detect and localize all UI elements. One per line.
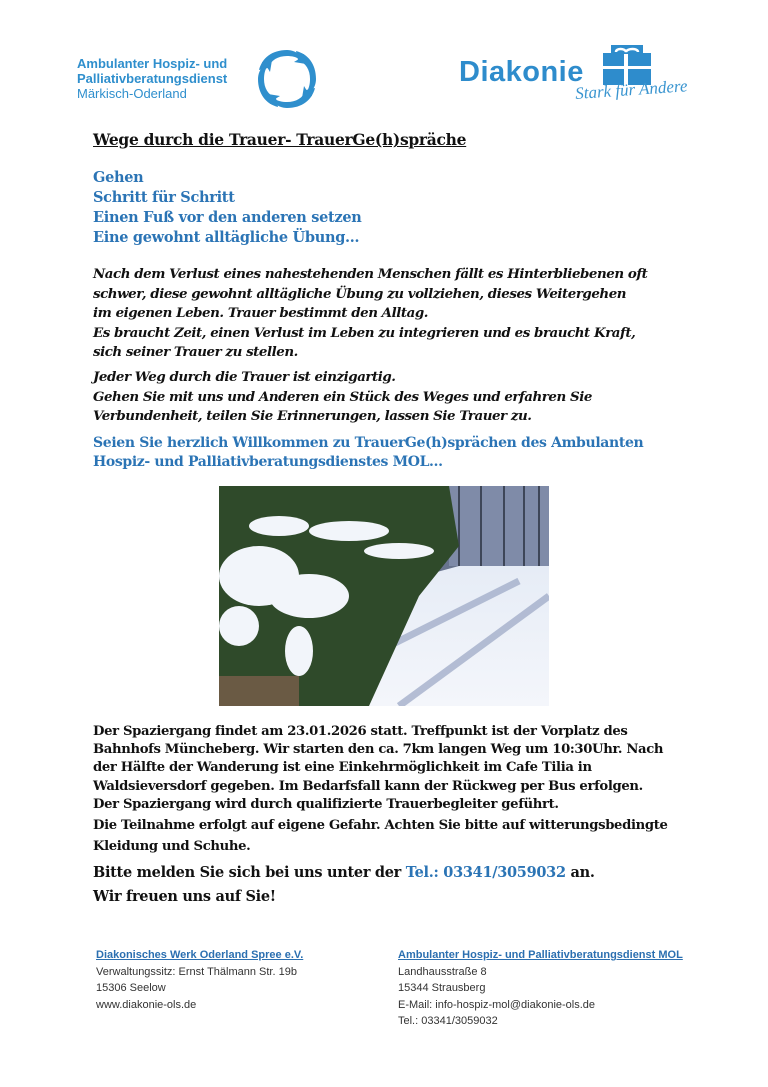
- invitation-paragraph: [93, 368, 693, 427]
- footer-phone: Tel.: 03341/3059032: [398, 1015, 498, 1027]
- diakonie-logo-word: Diakonie: [459, 56, 584, 88]
- poem-line: Gehen: [93, 169, 144, 186]
- intro-line: Es braucht Zeit, einen Verlust im Leben zu integrieren und es braucht Kraft,: [93, 324, 636, 341]
- welcome-line: Seien Sie herzlich Willkommen zu TrauerGe(h)sprächen des Ambulanten: [93, 435, 644, 451]
- intro-line: sich seiner Trauer zu stellen.: [93, 344, 298, 360]
- footer-right: [398, 947, 683, 1030]
- winter-forest-photo: [219, 486, 549, 706]
- footer-email-link[interactable]: E-Mail: info-hospiz-mol@diakonie-ols.de: [398, 998, 596, 1011]
- footer-left-heading[interactable]: Diakonisches Werk Oderland Spree e.V.: [96, 949, 304, 961]
- footer-right-heading[interactable]: Ambulanter Hospiz- und Palliativberatungsdienst MOL: [398, 949, 683, 961]
- hospiz-logo-line2: Palliativberatungsdienst: [77, 71, 228, 86]
- invitation-line: Jeder Weg durch die Trauer ist einzigartig.: [93, 369, 396, 385]
- hospiz-logo-line1: Ambulanter Hospiz- und: [77, 56, 228, 71]
- intro-line: schwer, diese gewohnt alltägliche Übung zu vollziehen, dieses Weitergehen: [93, 285, 627, 302]
- diakonie-tagline: Stark für Andere: [574, 76, 689, 104]
- footer-left-line: Verwaltungssitz: Ernst Thälmann Str. 19b: [96, 965, 297, 978]
- footer-right-line: 15344 Strausberg: [398, 982, 486, 994]
- circle-hands-icon: [254, 46, 320, 112]
- walk-info-line: Waldsieversdorf gegeben. Im Bedarfsfall kann der Rückweg per Bus erfolgen.: [93, 778, 643, 794]
- footer-left: [96, 947, 303, 1013]
- welcome-line: Hospiz- und Palliativberatungsdienstes MOL…: [93, 454, 443, 470]
- poem-line: Einen Fuß vor den anderen setzen: [93, 209, 362, 226]
- intro-line: Nach dem Verlust eines nahestehenden Menschen fällt es Hinterbliebenen oft: [93, 266, 648, 282]
- footer-website-link[interactable]: www.diakonie-ols.de: [96, 998, 197, 1011]
- contact-line: [93, 861, 595, 885]
- footer-right-line: Landhausstraße 8: [398, 965, 487, 978]
- contact-block: [93, 861, 595, 909]
- page-title: Wege durch die Trauer- TrauerGe(h)spräche: [93, 130, 467, 149]
- intro-line: im eigenen Leben. Trauer bestimmt den Alltag.: [93, 305, 428, 321]
- contact-phone[interactable]: Tel.: 03341/3059032: [405, 864, 566, 881]
- safety-info: [93, 815, 713, 857]
- walk-info: [93, 723, 713, 814]
- walk-info-line: Der Spaziergang findet am 23.01.2026 statt. Treffpunkt ist der Vorplatz des: [93, 724, 628, 739]
- intro-paragraph: [93, 265, 693, 363]
- closing-line: Wir freuen uns auf Sie!: [93, 888, 276, 905]
- contact-prefix: Bitte melden Sie sich bei uns unter der: [93, 864, 406, 881]
- safety-info-line: Die Teilnahme erfolgt auf eigene Gefahr. Achten Sie bitte auf witterungsbedingte: [93, 818, 668, 833]
- walk-info-line: Der Spaziergang wird durch qualifizierte Trauerbegleiter geführt.: [93, 796, 559, 812]
- welcome-text: [93, 434, 693, 472]
- safety-info-line: Kleidung und Schuhe.: [93, 839, 251, 854]
- invitation-line: Verbundenheit, teilen Sie Erinnerungen, lassen Sie Trauer zu.: [93, 408, 532, 424]
- poem-line: Schritt für Schritt: [93, 189, 235, 206]
- poem-line: Eine gewohnt alltägliche Übung…: [93, 229, 360, 246]
- hospiz-logo-line3: Märkisch-Oderland: [77, 86, 187, 101]
- footer-left-line: 15306 Seelow: [96, 982, 166, 994]
- walk-info-line: der Hälfte der Wanderung ist eine Einkehrmöglichkeit im Cafe Tilia in: [93, 760, 592, 776]
- poem: [93, 168, 362, 248]
- hospiz-logo-text: [77, 56, 227, 101]
- walk-info-line: Bahnhofs Müncheberg. Wir starten den ca. 7km langen Weg um 10:30Uhr. Nach: [93, 742, 664, 758]
- invitation-line: Gehen Sie mit uns und Anderen ein Stück des Weges und erfahren Sie: [93, 388, 592, 405]
- contact-suffix: an.: [565, 864, 595, 881]
